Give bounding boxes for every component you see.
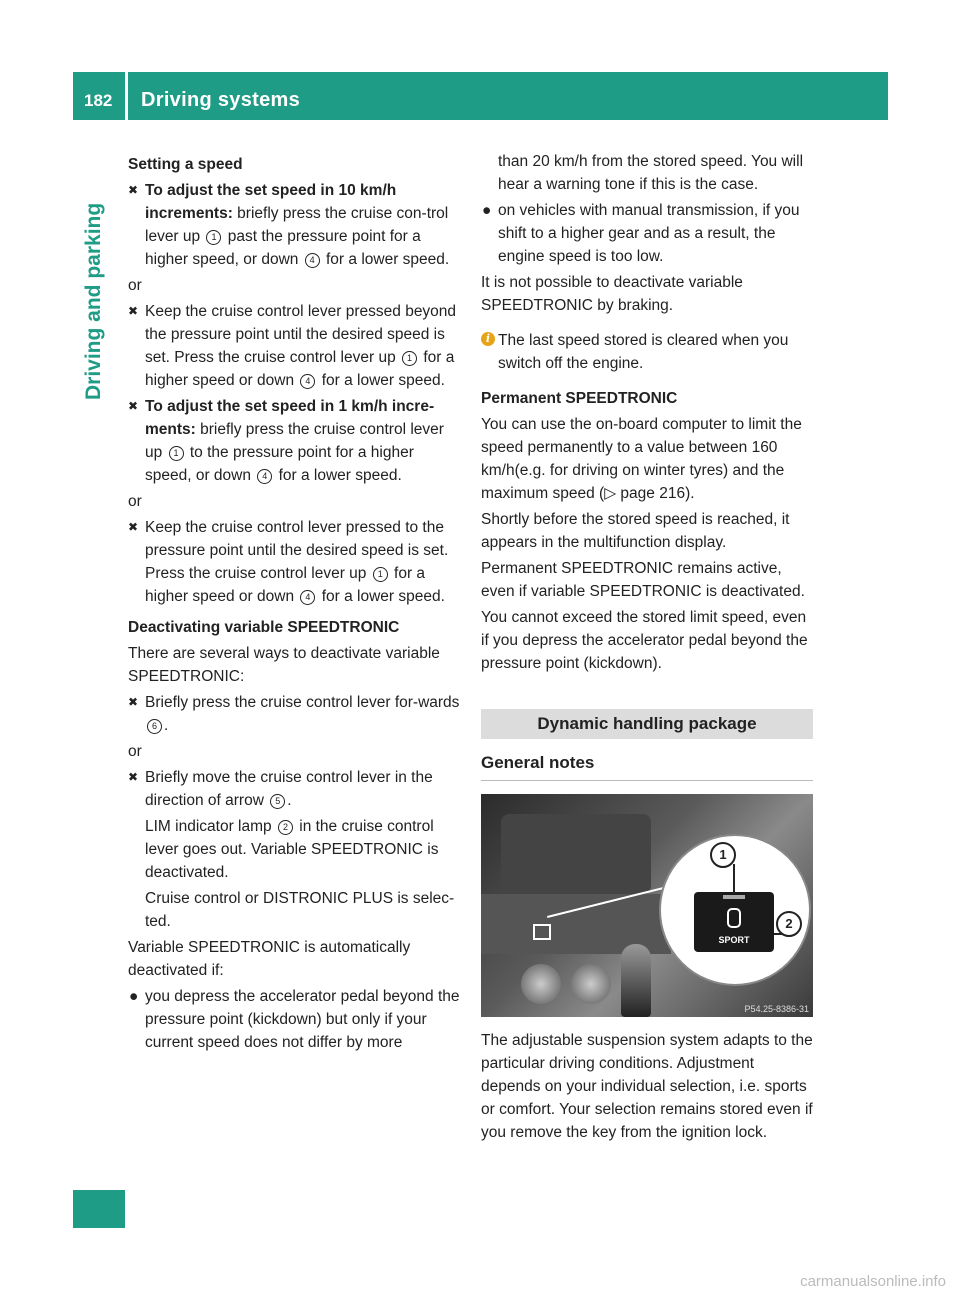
bullet-kickdown — [128, 985, 460, 1054]
marker-4: 4 — [300, 590, 315, 605]
step-arrow-icon: ✖ — [128, 770, 139, 784]
sport-label: SPORT — [718, 935, 750, 945]
general-notes-heading: General notes — [481, 751, 813, 781]
bullet-text: on vehicles with manual transmission, if you shift to a higher gear and as a result, the engine speed is too low. — [498, 202, 800, 265]
cruise-note: Cruise control or DISTRONIC PLUS is selec-ted. — [145, 890, 455, 930]
or-text: or — [128, 493, 142, 510]
step-arrow-icon: ✖ — [128, 695, 139, 709]
photo-knob — [571, 964, 611, 1004]
step-text: for a lower speed. — [274, 467, 402, 484]
step-bold: To adjust the set speed in 1 km/h incre-ments: — [145, 398, 435, 438]
step-text: Keep the cruise control lever pressed beyond the pressure point until the desired speed is set. Press the cruise control lever up — [145, 303, 457, 366]
callout-1: 1 — [710, 842, 736, 868]
auto-deactivated-text: Variable SPEEDTRONIC is automatically deactivated if: — [128, 939, 411, 979]
bullet-text: you depress the accelerator pedal beyond the pressure point (kickdown) but only if your current speed does not differ by more — [145, 988, 460, 1051]
right-column — [481, 150, 813, 1144]
step-text: Briefly move the cruise control lever in the direction of arrow — [145, 769, 433, 809]
header-divider — [125, 72, 128, 120]
step-keep-pressed — [128, 300, 460, 392]
page-title: Driving systems — [141, 89, 301, 111]
permanent-text: ). — [685, 485, 695, 502]
step-text: briefly press the cruise con-trol lever up — [145, 205, 449, 245]
or-text: or — [128, 277, 142, 294]
step-text: for a lower speed. — [317, 372, 445, 389]
step-text: to the pressure point for a higher speed, or down — [145, 444, 414, 484]
sport-button-photo — [481, 794, 813, 1017]
permanent-paragraph-4: You cannot exceed the stored limit speed, even if you depress the accelerator pedal beyond the pressure point (kickdown). — [481, 609, 808, 672]
step-arrow-icon: ✖ — [128, 520, 139, 534]
step-text: past the pressure point for a higher speed, or down — [145, 228, 421, 268]
side-chapter-block — [73, 1190, 125, 1228]
step-arrow-icon: ✖ — [128, 183, 139, 197]
page-reference-link[interactable]: ▷ page 216 — [604, 485, 686, 502]
step-bold: To adjust the set speed in 10 km/h increments: — [145, 182, 397, 222]
step-10kmh — [128, 179, 460, 271]
lim-text: in the cruise control lever goes out. Variable SPEEDTRONIC is deactivated. — [145, 818, 439, 881]
info-icon: i — [481, 332, 495, 346]
step-text: Keep the cruise control lever pressed to the pressure point until the desired speed is set. Press the cruise control lever up — [145, 519, 449, 582]
lim-text: LIM indicator lamp — [145, 818, 276, 835]
step-text: for a higher speed or down — [145, 565, 426, 605]
marker-6: 6 — [147, 719, 162, 734]
permanent-heading: Permanent SPEEDTRONIC — [481, 390, 678, 407]
step-text: for a higher speed or down — [145, 349, 455, 389]
marker-4: 4 — [257, 469, 272, 484]
deactivating-intro: There are several ways to deactivate variable SPEEDTRONIC: — [128, 645, 440, 685]
footer — [0, 1270, 960, 1293]
car-icon — [727, 908, 741, 928]
sport-indicator-lamp — [723, 895, 745, 899]
braking-note: It is not possible to deactivate variable SPEEDTRONIC by braking. — [481, 274, 743, 314]
marker-4: 4 — [300, 374, 315, 389]
left-column — [128, 150, 460, 1054]
photo-gear-lever — [621, 944, 651, 1017]
step-press-forwards — [128, 691, 460, 737]
bullet-manual-transmission — [481, 199, 813, 268]
photo-pointer-square — [533, 924, 551, 940]
step-text: . — [164, 717, 169, 734]
info-note — [481, 329, 813, 375]
step-text: . — [287, 792, 292, 809]
page-number: 182 — [84, 91, 113, 110]
step-arrow-icon: ✖ — [128, 304, 139, 318]
marker-2: 2 — [278, 820, 293, 835]
callout-line — [733, 864, 735, 894]
deactivating-heading: Deactivating variable SPEEDTRONIC — [128, 619, 400, 636]
side-chapter-label: Driving and parking — [82, 202, 105, 400]
bullet-icon: ● — [482, 202, 492, 219]
marker-1: 1 — [373, 567, 388, 582]
step-move-arrow — [128, 766, 460, 812]
section-dynamic-handling: Dynamic handling package — [481, 709, 813, 739]
permanent-text: You can use the on-board computer to limit the speed permanently to a value between 160 km/h(e.g. for driving on winter tyres) and the maximum speed ( — [481, 416, 802, 502]
suspension-description: The adjustable suspension system adapts to the particular driving conditions. Adjustment depends on your individual selection, i.e. sports or comfort. Your selection remains stored even if you remove the key from the ignition lock. — [481, 1032, 813, 1141]
marker-5: 5 — [270, 794, 285, 809]
setting-heading: Setting a speed — [128, 156, 243, 173]
permanent-paragraph-1 — [481, 413, 813, 505]
photo-knob — [521, 964, 561, 1004]
permanent-paragraph-3: Permanent SPEEDTRONIC remains active, even if variable SPEEDTRONIC is deactivated. — [481, 560, 805, 600]
step-keep-pressed-point — [128, 516, 460, 608]
photo-dashboard — [501, 814, 651, 894]
permanent-paragraph-2: Shortly before the stored speed is reached, it appears in the multifunction display. — [481, 511, 790, 551]
callout-2: 2 — [776, 911, 802, 937]
bullet-icon: ● — [129, 988, 139, 1005]
step-text: for a lower speed. — [321, 251, 450, 268]
step-1kmh — [128, 395, 460, 487]
footer-watermark: carmanualsonline.info — [800, 1273, 946, 1290]
marker-1: 1 — [169, 446, 184, 461]
step-text: briefly press the cruise control lever up — [145, 421, 444, 461]
bullet-continued: than 20 km/h from the stored speed. You will hear a warning tone if this is the case. — [498, 153, 804, 193]
lim-note — [128, 815, 460, 884]
step-text: Briefly press the cruise control lever for-wards — [145, 694, 460, 711]
marker-1: 1 — [206, 230, 221, 245]
marker-1: 1 — [402, 351, 417, 366]
info-text: The last speed stored is cleared when you switch off the engine. — [498, 332, 789, 372]
image-code: P54.25-8386-31 — [744, 1004, 809, 1014]
step-arrow-icon: ✖ — [128, 399, 139, 413]
or-text: or — [128, 743, 142, 760]
step-text: for a lower speed. — [317, 588, 445, 605]
marker-4: 4 — [305, 253, 320, 268]
